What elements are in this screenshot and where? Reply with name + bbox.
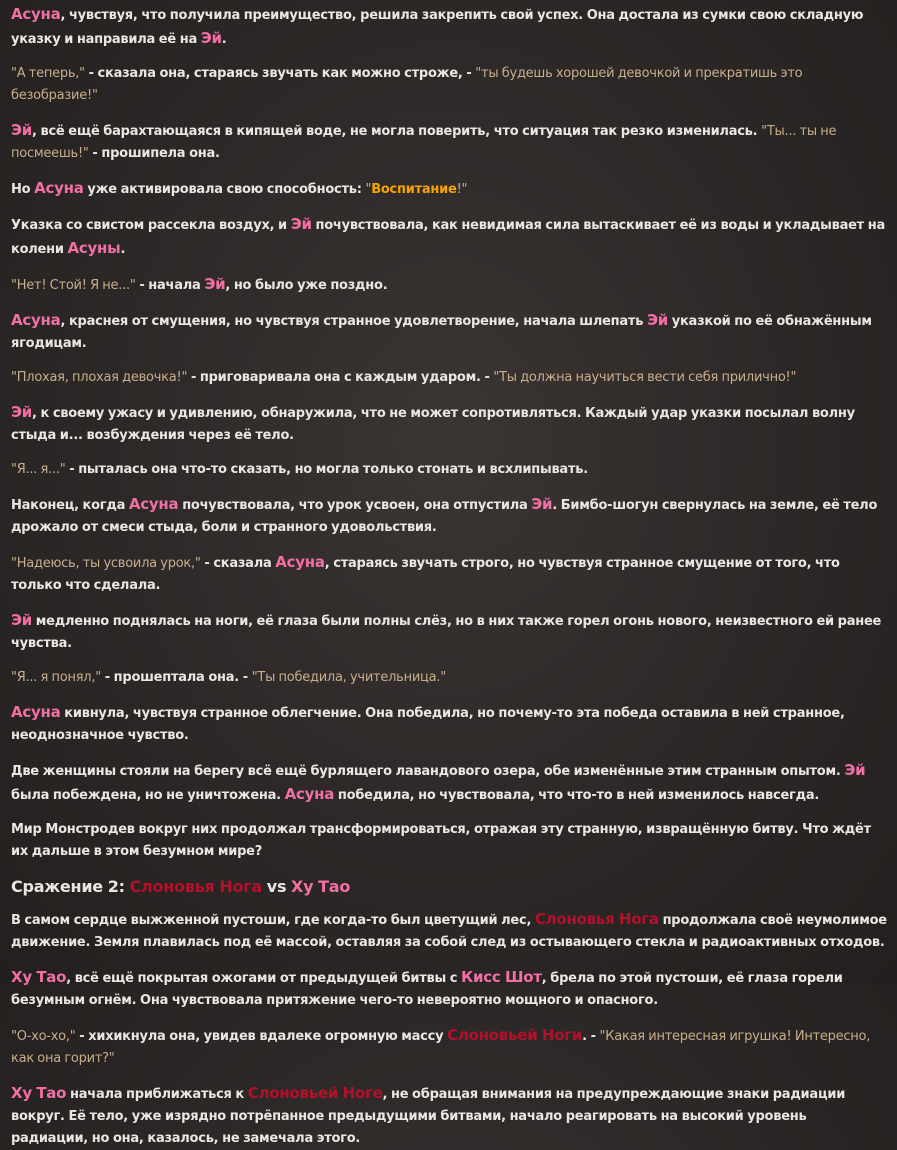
character-name: Асуна — [284, 785, 335, 803]
story-paragraph — [11, 908, 887, 954]
text-segment: , всё ещё покрытая ожогами от предыдущей битвы с — [66, 971, 461, 986]
text-segment: Сражение 2: — [11, 877, 130, 896]
character-name: Эй — [204, 275, 226, 293]
text-segment: . Бимбо-шогун свернулась на земле, её тело дрожало от смеси стыда, боли и странного удовольствия. — [11, 498, 878, 535]
text-segment: В самом сердце выжженной пустоши, где когда-то был цветущий лес, — [11, 913, 535, 928]
story-paragraph — [11, 119, 887, 165]
character-name: Асуна — [275, 553, 325, 571]
character-name: Кисс Шот — [460, 968, 542, 986]
text-segment: , но было уже поздно. — [225, 278, 388, 293]
text-segment: - прошипела она. — [88, 146, 220, 161]
character-name: Эй — [11, 611, 33, 629]
text-segment: - прошептала она. - — [100, 670, 252, 685]
character-name: Слоновьей Ноги — [447, 1026, 583, 1044]
dialogue-quote: "ты будешь хорошей девочкой и прекратишь это безобразие!" — [11, 66, 803, 103]
text-segment: кивнула, чувствуя странное облегчение. Она победила, но почему-то эта победа оставила в ней странное, неоднозначное чувство. — [11, 706, 845, 743]
text-segment: , к своему ужасу и удивлению, обнаружила, что не может сопротивляться. Каждый удар указки посылал волну стыда и... возбуждения через её тело. — [11, 406, 855, 443]
text-segment: - хихикнула она, увидев вдалеке огромную массу — [75, 1029, 448, 1044]
story-paragraph — [11, 1082, 887, 1150]
story-paragraph — [11, 3, 887, 51]
text-segment: - начала — [135, 278, 205, 293]
dialogue-quote: "Ты должна научиться вести себя прилично!" — [493, 370, 797, 385]
text-segment: vs — [261, 877, 292, 896]
text-segment: Но — [11, 182, 35, 197]
text-segment: указкой по её обнажённым ягодицам. — [11, 314, 872, 351]
story-paragraph — [11, 667, 887, 689]
dialogue-quote: "Надеюсь, ты усвоила урок," — [11, 556, 201, 571]
dialogue-quote: " — [365, 182, 372, 197]
character-name: Асуны — [67, 239, 121, 257]
character-name: Асуна — [128, 495, 179, 513]
story-paragraph — [11, 493, 887, 539]
text-segment: - сказала — [200, 556, 276, 571]
story-paragraph — [11, 819, 887, 863]
story-paragraph — [11, 759, 887, 807]
text-segment: продолжала своё неумолимое движение. Земля плавилась под её массой, оставляя за собой след из остывающего стекла и радиоактивных отходов. — [11, 913, 887, 950]
character-name: Слоновьей Ноге — [247, 1084, 383, 1102]
character-name: Асуна — [11, 5, 61, 23]
text-segment: , краснея от смущения, но чувствуя странное удовлетворение, начала шлепать — [60, 314, 647, 329]
story-paragraph — [11, 966, 887, 1012]
dialogue-quote: "Я... я..." — [11, 462, 66, 477]
story-paragraph — [11, 551, 887, 597]
text-segment: Наконец, когда — [11, 498, 129, 513]
text-segment: , всё ещё барахтающаяся в кипящей воде, не могла поверить, что ситуация так резко изменилась. — [32, 124, 762, 139]
character-name: Слоновья Нога — [534, 910, 659, 928]
character-name: Асуна — [11, 703, 61, 721]
character-name: Эй — [11, 403, 33, 421]
story-paragraph — [11, 367, 887, 389]
text-segment: почувствовала, что урок усвоен, она отпустила — [178, 498, 532, 513]
story-paragraph — [11, 273, 887, 297]
story-paragraph — [11, 213, 887, 261]
text-segment: Две женщины стояли на берегу всё ещё бурлящего лавандового озера, обе изменённые этим странным опытом. — [11, 764, 845, 779]
ability-name: Воспитание — [371, 182, 457, 197]
character-name: Эй — [531, 495, 553, 513]
text-segment: , брела по этой пустоши, её глаза горели безумным огнём. Она чувствовала притяжение чего-то невероятно мощного и опасного. — [11, 971, 843, 1008]
dialogue-quote: !" — [456, 182, 468, 197]
text-segment: . — [221, 32, 227, 47]
text-segment: . - — [582, 1029, 600, 1044]
text-segment: , чувствуя, что получила преимущество, решила закрепить свой успех. Она достала из сумки свою складную указку и направила её на — [11, 8, 864, 47]
character-name: Эй — [200, 29, 222, 47]
text-segment: - приговаривала она с каждым ударом. - — [187, 370, 494, 385]
dialogue-quote: "А теперь," — [11, 66, 85, 81]
text-segment: начала приближаться к — [66, 1087, 248, 1102]
dialogue-quote: "Ты победила, учительница." — [251, 670, 446, 685]
dialogue-quote: "О-хо-хо," — [11, 1029, 76, 1044]
character-name: Асуна — [34, 179, 84, 197]
text-segment: медленно поднялась на ноги, её глаза были полны слёз, но в них также горел огонь нового, неизвестного ей ранее чувства. — [11, 614, 882, 651]
text-segment: почувствовала, как невидимая сила вытаскивает её из воды и укладывает на колени — [11, 218, 886, 257]
text-segment: уже активировала свою способность: — [83, 182, 366, 197]
character-name: Асуна — [11, 311, 61, 329]
character-name: Ху Тао — [11, 968, 67, 986]
text-segment: , стараясь звучать строго, но чувствуя странное смущение от того, что только что сделала. — [11, 556, 840, 593]
story-paragraph — [11, 609, 887, 655]
story-paragraph — [11, 401, 887, 447]
dialogue-quote: "Нет! Стой! Я не..." — [11, 278, 136, 293]
story-paragraph — [11, 309, 887, 355]
character-name: Эй — [646, 311, 668, 329]
text-segment: была побеждена, но не уничтожена. — [11, 788, 285, 803]
character-name: Ху Тао — [291, 877, 351, 896]
story-paragraph — [11, 63, 887, 107]
dialogue-quote: "Ты... ты не посмеешь!" — [11, 124, 837, 161]
story-paragraph — [11, 177, 887, 201]
character-name: Ху Тао — [11, 1084, 67, 1102]
character-name: Слоновья Нога — [129, 877, 262, 896]
character-name: Эй — [844, 761, 866, 779]
text-segment: Указка со свистом рассекла воздух, и — [11, 218, 291, 233]
section-heading — [11, 875, 887, 899]
text-segment: Мир Монстродев вокруг них продолжал трансформироваться, отражая эту странную, извращённую битву. Что ждёт их дальше в этом безумном мире? — [11, 822, 871, 859]
dialogue-quote: "Какая интересная игрушка! Интересно, как она горит?" — [11, 1029, 871, 1066]
dialogue-quote: "Я... я понял," — [11, 670, 101, 685]
story-paragraph — [11, 1024, 887, 1070]
story-paragraph — [11, 701, 887, 747]
story-paragraph — [11, 459, 887, 481]
text-segment: - пыталась она что-то сказать, но могла только стонать и всхлипывать. — [65, 462, 588, 477]
text-segment: - сказала она, стараясь звучать как можно строже, - — [84, 66, 476, 81]
character-name: Эй — [11, 121, 33, 139]
text-segment: победила, но чувствовала, что что-то в ней изменилось навсегда. — [334, 788, 820, 803]
character-name: Эй — [290, 215, 312, 233]
text-segment: . — [120, 242, 126, 257]
text-segment: , не обращая внимания на предупреждающие знаки радиации вокруг. Её тело, уже изрядно потрёпанное предыдущими битвами, начало реагировать на высокий уровень радиации, но она, казалось, не замечала этого. — [11, 1087, 846, 1146]
dialogue-quote: "Плохая, плохая девочка!" — [11, 370, 188, 385]
